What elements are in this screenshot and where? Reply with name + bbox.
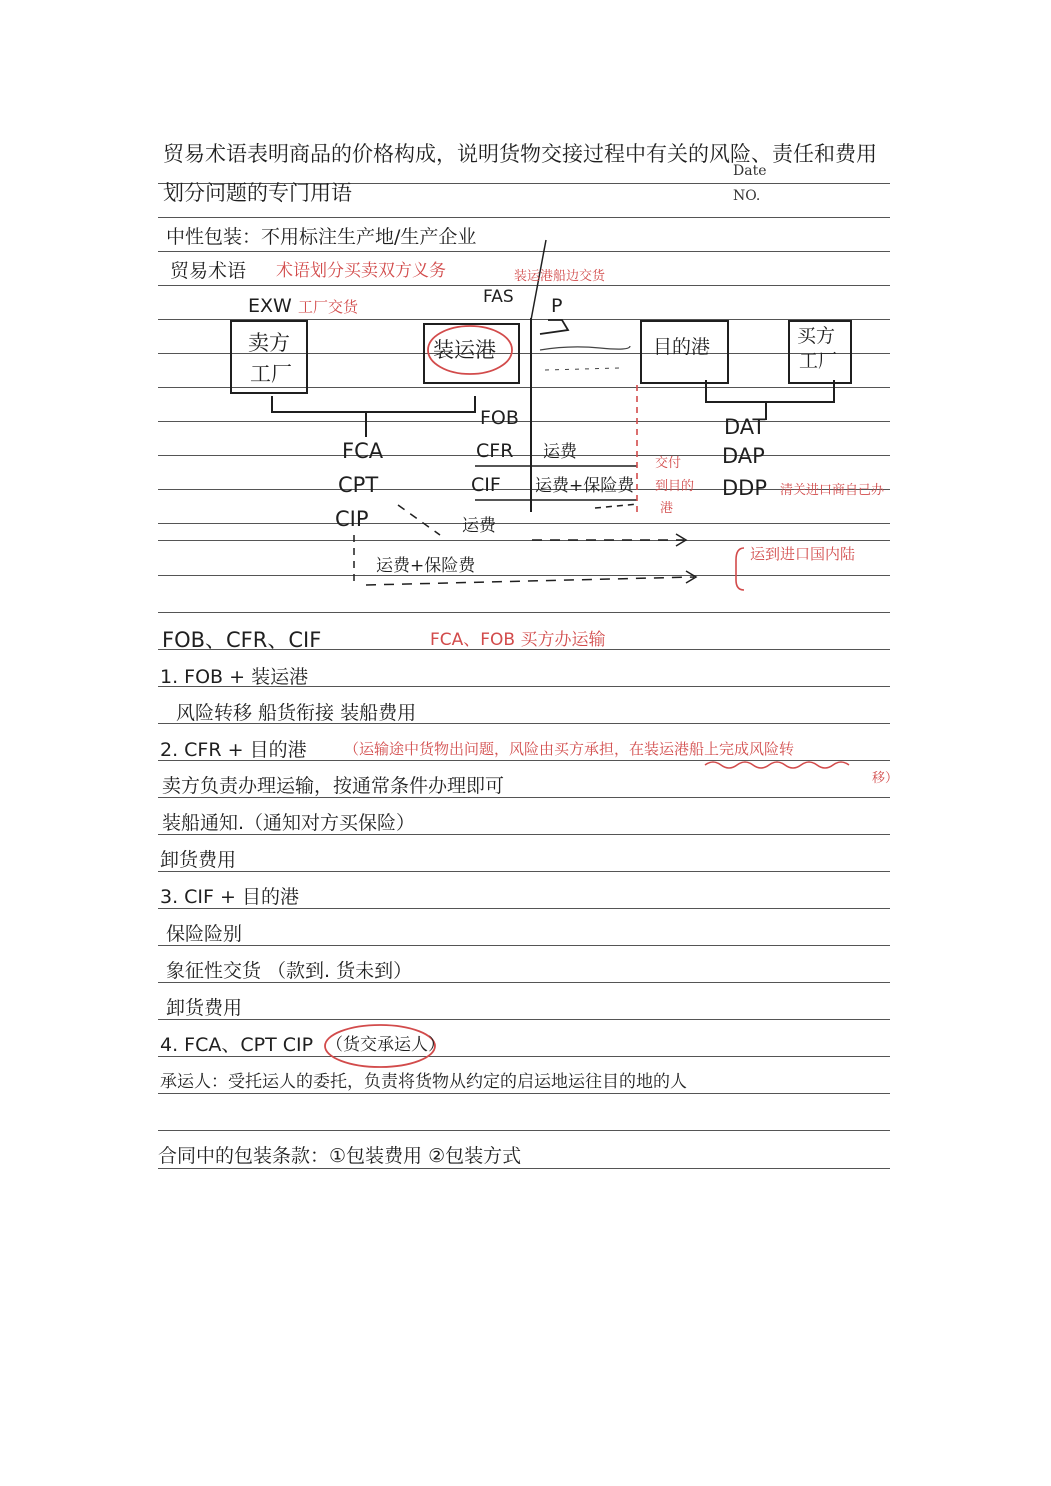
arrive-note-1: 交付 [655, 456, 682, 471]
carrier-definition: 承运人：受托运人的委托，负责将货物从约定的启运地运往目的地的人 [160, 1072, 687, 1092]
item2-line1: 卖方负责办理运输，按通常条件办理即可 [162, 775, 505, 797]
exw-note: 工厂交货 [298, 298, 359, 316]
inland-bracket [736, 548, 744, 590]
dat-label: DAT [724, 415, 766, 439]
cpt-dash-start [398, 505, 440, 535]
cfr-freight: 运费 [543, 442, 577, 462]
item2-note: （运输途中货物出问题，风险由买方承担，在装运港船上完成风险转 [344, 740, 795, 758]
item3-line1: 保险险别 [166, 923, 243, 945]
item1-title: 1. FOB + 装运港 [160, 666, 309, 688]
section-heading: FOB、CFR、CIF [162, 628, 322, 652]
cif-arrow [595, 504, 638, 508]
buyer-factory-line2: 工厂 [799, 350, 838, 372]
item2-line3: 卸货费用 [160, 849, 237, 871]
title-line-1: 贸易术语表明商品的价格构成，说明货物交接过程中有关的风险、责任和费用 [163, 142, 877, 166]
title-line-2: 划分问题的专门用语 [163, 181, 352, 205]
cip-arrow-line [366, 577, 694, 585]
cpt-label: CPT [338, 473, 379, 497]
date-label: Date [733, 163, 767, 179]
dap-label: DAP [722, 444, 765, 468]
seller-factory-line1: 卖方 [248, 331, 290, 355]
wavy-underline [705, 762, 849, 768]
p-label: P [551, 295, 563, 317]
water-line-2 [545, 368, 620, 370]
inland-note: 运到进口国内陆 [750, 545, 856, 563]
ddp-label: DDP [722, 476, 768, 500]
packing-clause: 合同中的包装条款：①包装费用 ②包装方式 [158, 1145, 522, 1167]
cif-label: CIF [471, 474, 501, 496]
item4-title: 4. FCA、CPT CIP [160, 1034, 314, 1056]
loading-port-label: 装运港 [433, 338, 496, 362]
fca-label: FCA [342, 439, 384, 463]
item1-points: 风险转移 船货衔接 装船费用 [176, 702, 417, 724]
origin-bracket [272, 396, 475, 412]
exw-label: EXW [248, 295, 292, 317]
seller-factory-line2: 工厂 [250, 362, 292, 386]
fob-label: FOB [480, 407, 519, 429]
water-line [540, 346, 630, 350]
cpt-freight: 运费 [462, 516, 496, 536]
cfr-label: CFR [476, 440, 514, 462]
buyer-factory-line1: 买方 [797, 325, 836, 347]
fas-note: 装运港船边交货 [514, 269, 606, 284]
ship-sketch [540, 320, 568, 334]
item4-circled: （货交承运人） [326, 1035, 445, 1055]
item3-title: 3. CIF + 目的港 [160, 886, 299, 908]
arrive-note-2: 到目的 [655, 479, 695, 494]
ddp-note: 清关进口商自己办 [780, 483, 885, 498]
destination-port-label: 目的港 [653, 336, 711, 358]
arrive-note-3: 港 [660, 501, 674, 516]
item3-line3: 卸货费用 [166, 997, 243, 1019]
no-label: NO. [733, 188, 761, 204]
neutral-packing-note: 中性包装：不用标注生产地/生产企业 [166, 226, 477, 248]
section-heading-note: FCA、FOB 买方办运输 [430, 630, 606, 650]
item2-note-tail: 移） [872, 771, 899, 786]
item3-line2: 象征性交货 （款到. 货未到） [166, 960, 413, 982]
item2-title: 2. CFR + 目的港 [160, 739, 307, 761]
fas-label: FAS [483, 287, 514, 307]
trade-terms-note: 术语划分买卖双方义务 [276, 261, 446, 281]
cip-label: CIP [335, 507, 369, 531]
cip-freight-insurance: 运费+保险费 [376, 556, 476, 576]
trade-terms-label: 贸易术语 [170, 260, 247, 282]
item2-line2: 装船通知.（通知对方买保险） [162, 812, 416, 834]
cif-freight-insurance: 运费+保险费 [535, 476, 635, 496]
